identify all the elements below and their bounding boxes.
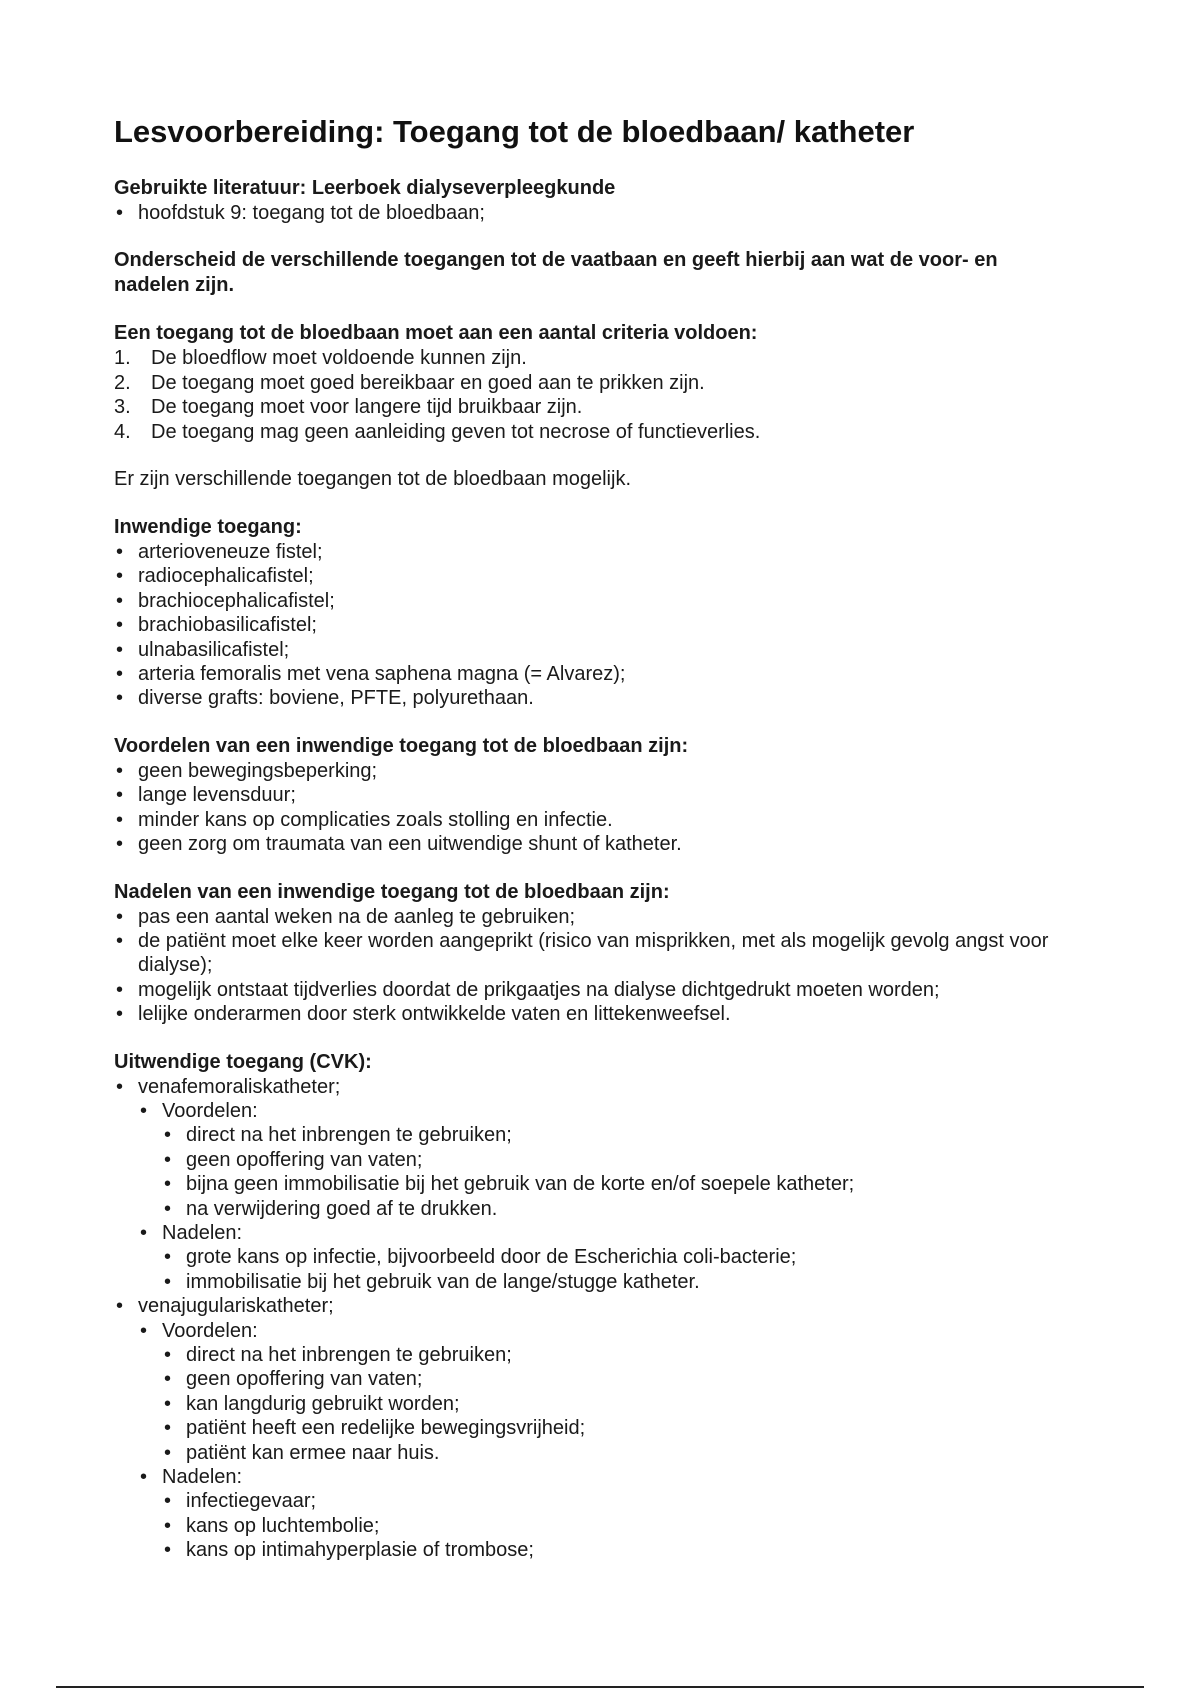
list-item: • geen bewegingsbeperking; <box>114 759 1074 783</box>
list-number: 3. <box>114 396 131 419</box>
list-item: • kans op intimahyperplasie of trombose; <box>162 1538 1074 1562</box>
list-item: • ulnabasilicafistel; <box>114 638 1074 662</box>
criteria-heading: Een toegang tot de bloedbaan moet aan een aantal criteria voldoen: <box>114 322 758 345</box>
list-number: 2. <box>114 371 131 394</box>
list-item <box>138 1221 1074 1294</box>
list-item: • bijna geen immobilisatie bij het gebruik van de korte en/of soepele katheter; <box>162 1172 1074 1196</box>
cons-label: Nadelen: <box>162 1221 243 1244</box>
list-item: • mogelijk ontstaat tijdverlies doordat de prikgaatjes na dialyse dichtgedrukt moeten worden; <box>114 978 1074 1002</box>
document-page <box>114 112 1074 1586</box>
list-item: • brachiocephalicafistel; <box>114 589 1074 613</box>
disadvantages-heading: Nadelen van een inwendige toegang tot de bloedbaan zijn: <box>114 880 670 903</box>
list-item <box>138 1099 1074 1221</box>
internal-heading: Inwendige toegang: <box>114 516 302 539</box>
list-item: • lelijke onderarmen door sterk ontwikkelde vaten en littekenweefsel. <box>114 1002 1074 1026</box>
femoral-catheter-label: venafemoraliskatheter; <box>138 1075 341 1098</box>
list-item: 1. De bloedflow moet voldoende kunnen zijn. <box>114 347 527 370</box>
list-item: 2. De toegang moet goed bereikbaar en goed aan te prikken zijn. <box>114 371 705 394</box>
jugular-catheter-label: venajugulariskatheter; <box>138 1295 334 1318</box>
external-heading: Uitwendige toegang (CVK): <box>114 1050 372 1073</box>
list-item <box>114 1294 1074 1562</box>
list-item <box>138 1465 1074 1563</box>
list-item <box>114 1075 1074 1295</box>
list-item: • brachiobasilicafistel; <box>114 613 1074 637</box>
list-item: • direct na het inbrengen te gebruiken; <box>162 1123 1074 1147</box>
list-item: • geen zorg om traumata van een uitwendige shunt of katheter. <box>114 832 1074 856</box>
list-item: • geen opoffering van vaten; <box>162 1367 1074 1391</box>
intro-text: Er zijn verschillende toegangen tot de bloedbaan mogelijk. <box>114 468 632 491</box>
cons-label: Nadelen: <box>162 1466 243 1489</box>
criteria-section <box>114 321 1074 444</box>
pros-label: Voordelen: <box>162 1319 258 1342</box>
disadvantages-section <box>114 880 1074 1027</box>
advantages-heading: Voordelen van een inwendige toegang tot de bloedbaan zijn: <box>114 734 689 757</box>
page-title: Lesvoorbereiding: Toegang tot de bloedbaan/ katheter <box>114 114 915 149</box>
list-item: • diverse grafts: boviene, PFTE, polyurethaan. <box>114 686 1074 710</box>
list-number: 1. <box>114 347 131 370</box>
list-item: • direct na het inbrengen te gebruiken; <box>162 1343 1074 1367</box>
list-item: 3. De toegang moet voor langere tijd bruikbaar zijn. <box>114 396 583 419</box>
list-item: • patiënt kan ermee naar huis. <box>162 1441 1074 1465</box>
list-item: 4. De toegang mag geen aanleiding geven tot necrose of functieverlies. <box>114 420 761 443</box>
literature-heading: Gebruikte literatuur: Leerboek dialyseverpleegkunde <box>114 177 616 199</box>
list-item: • arteria femoralis met vena saphena magna (= Alvarez); <box>114 662 1074 686</box>
list-item: • lange levensduur; <box>114 783 1074 807</box>
list-item: • na verwijdering goed af te drukken. <box>162 1197 1074 1221</box>
list-item: • immobilisatie bij het gebruik van de lange/stugge katheter. <box>162 1270 1074 1294</box>
question-section <box>114 248 1074 298</box>
list-item: • minder kans op complicaties zoals stolling en infectie. <box>114 808 1074 832</box>
list-item: • patiënt heeft een redelijke bewegingsvrijheid; <box>162 1416 1074 1440</box>
list-item: • geen opoffering van vaten; <box>162 1148 1074 1172</box>
list-item: • kan langdurig gebruikt worden; <box>162 1392 1074 1416</box>
list-item: • grote kans op infectie, bijvoorbeeld door de Escherichia coli-bacterie; <box>162 1245 1074 1269</box>
list-item: • radiocephalicafistel; <box>114 564 1074 588</box>
list-item: • hoofdstuk 9: toegang tot de bloedbaan; <box>114 201 1074 225</box>
list-item <box>138 1319 1074 1465</box>
list-number: 4. <box>114 420 131 443</box>
list-item: • infectiegevaar; <box>162 1489 1074 1513</box>
footer-divider <box>56 1686 1144 1688</box>
advantages-section <box>114 734 1074 857</box>
question-heading: Onderscheid de verschillende toegangen tot de vaatbaan en geeft hierbij aan wat de voor- en nadelen zijn. <box>114 249 998 297</box>
list-item: • arterioveneuze fistel; <box>114 540 1074 564</box>
external-access-section <box>114 1050 1074 1563</box>
literature-section <box>114 176 1074 225</box>
list-item: • kans op luchtembolie; <box>162 1514 1074 1538</box>
list-item: • pas een aantal weken na de aanleg te gebruiken; <box>114 905 1074 929</box>
intro-section <box>114 467 1074 492</box>
list-item: • de patiënt moet elke keer worden aangeprikt (risico van misprikken, met als mogelijk gevolg angst voor dialyse); <box>114 929 1074 978</box>
internal-access-section <box>114 515 1074 711</box>
pros-label: Voordelen: <box>162 1099 258 1122</box>
